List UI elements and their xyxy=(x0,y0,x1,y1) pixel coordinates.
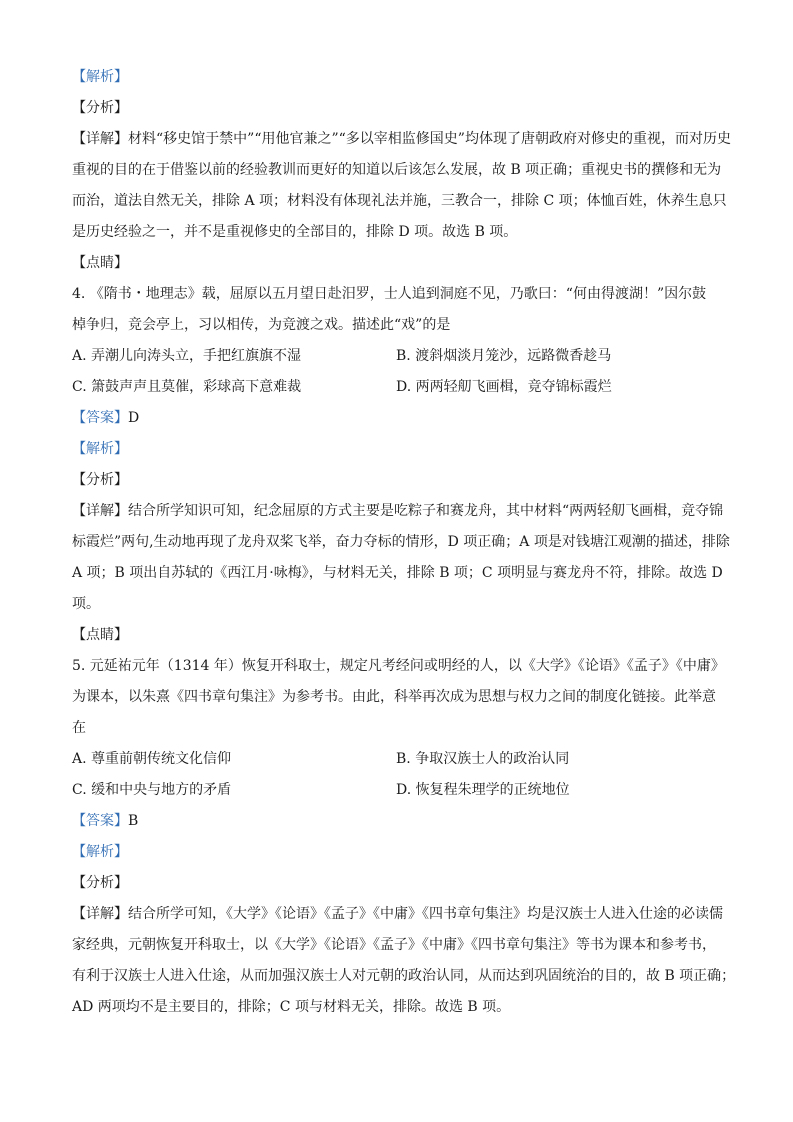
q4-option-b: B. 渡斜烟淡月笼沙，远路微香趁马 xyxy=(396,348,612,364)
q4-answer xyxy=(72,403,722,434)
q5-answer-value: B xyxy=(128,813,139,829)
q5-explanation-line: 有利于汉族士人进入仕途，从而加强汉族士人对元朝的政治认同，从而达到巩固统治的目的，故 B 项正确； xyxy=(72,968,736,984)
q3-explanation xyxy=(72,124,731,248)
q4-options-row-2 xyxy=(72,372,722,403)
q4-option-a: A. 弄潮儿向涛头立，手把红旗旗不湿 xyxy=(72,348,302,364)
q5-explanation-line: 【详解】结合所学可知，《大学》《论语》《孟子》《中庸》《四书章句集注》均是汉族士人进入仕途的必读儒 xyxy=(72,906,723,922)
q5-explanation-line: 家经典，元朝恢复开科取士，以《大学》《论语》《孟子》《中庸》《四书章句集注》等书为课本和参考书， xyxy=(72,937,716,953)
q5-options-row-1 xyxy=(72,744,722,775)
q3-explanation-line: 重视的目的在于借鉴以前的经验教训而更好的知道以后该怎么发展，故 B 项正确；重视史书的撰修和无为 xyxy=(72,162,722,178)
q3-breakdown-tag: 【分析】 xyxy=(72,100,128,116)
q5-stem-line: 为课本，以朱熹《四书章句集注》为参考书。由此，科举再次成为思想与权力之间的制度化链接。此举意 xyxy=(72,689,716,705)
q4-stem xyxy=(72,279,722,341)
q5-option-c: C. 缓和中央与地方的矛盾 xyxy=(72,782,232,798)
q4-analysis-tag: 【解析】 xyxy=(72,441,128,457)
q5-stem xyxy=(72,651,725,744)
q5-answer-tag: 【答案】 xyxy=(72,813,128,829)
q4-breakdown-tag: 【分析】 xyxy=(72,472,128,488)
q3-explanation-line: 【详解】材料“移史馆于禁中”“用他官兼之”“多以宰相监修国史”均体现了唐朝政府对修史的重视，而对历史 xyxy=(72,131,731,147)
q4-option-d: D. 两两轻舠飞画楫，竞夺锦标霞烂 xyxy=(396,379,612,395)
q4-remark-tag: 【点睛】 xyxy=(72,627,128,643)
q3-analysis-tag: 【解析】 xyxy=(72,69,128,85)
q4-explanation-line: 【详解】结合所学知识可知，纪念屈原的方式主要是吃粽子和赛龙舟，其中材料“两两轻舠飞画楫，竞夺锦 xyxy=(72,503,724,519)
document-content xyxy=(72,62,736,1023)
q4-answer-tag: 【答案】 xyxy=(72,410,128,426)
q4-explanation-line: A 项；B 项出自苏轼的《西江月·咏梅》，与材料无关，排除 B 项；C 项明显与赛龙舟不符，排除。故选 D xyxy=(72,565,723,581)
q4-stem-line: 棹争归，竞会亭上，习以相传，为竞渡之戏。描述此“戏”的是 xyxy=(72,317,451,333)
q4-option-c: C. 箫鼓声声且莫催，彩球高下意难裁 xyxy=(72,379,302,395)
q4-explanation-line: 标霞烂”两句,生动地再现了龙舟双桨飞举，奋力夺标的情形，D 项正确；A 项是对钱塘江观潮的描述，排除 xyxy=(72,534,730,550)
q5-stem-line: 在 xyxy=(72,720,86,736)
q5-option-b: B. 争取汉族士人的政治认同 xyxy=(396,751,570,767)
q5-explanation-line: AD 两项均不是主要目的，排除；C 项与材料无关，排除。故选 B 项。 xyxy=(72,999,511,1015)
q4-answer-value: D xyxy=(128,410,140,426)
q4-explanation xyxy=(72,496,730,620)
q5-options-row-2 xyxy=(72,775,722,806)
q5-option-a: A. 尊重前朝传统文化信仰 xyxy=(72,751,232,767)
q3-explanation-line: 而治，道法自然无关，排除 A 项；材料没有体现礼法并施，三教合一，排除 C 项；体恤百姓，休养生息只 xyxy=(72,193,727,209)
q5-analysis-tag: 【解析】 xyxy=(72,844,128,860)
q5-explanation xyxy=(72,899,736,1023)
q5-option-d: D. 恢复程朱理学的正统地位 xyxy=(396,782,570,798)
q4-stem-line: 4. 《隋书・地理志》载，屈原以五月望日赴汨罗，士人追到洞庭不见，乃歌曰：“何由得渡湖！”因尔鼓 xyxy=(72,286,707,302)
q5-answer xyxy=(72,806,722,837)
q3-explanation-line: 是历史经验之一，并不是重视修史的全部目的，排除 D 项。故选 B 项。 xyxy=(72,224,518,240)
q5-stem-line: 5. 元延祐元年（1314 年）恢复开科取士，规定凡考经问或明经的人，以《大学》《论语》《孟子》《中庸》 xyxy=(72,658,725,674)
q4-explanation-line: 项。 xyxy=(72,596,100,612)
q4-options-row-1 xyxy=(72,341,722,372)
q5-breakdown-tag: 【分析】 xyxy=(72,875,128,891)
q3-remark-tag: 【点睛】 xyxy=(72,255,128,271)
